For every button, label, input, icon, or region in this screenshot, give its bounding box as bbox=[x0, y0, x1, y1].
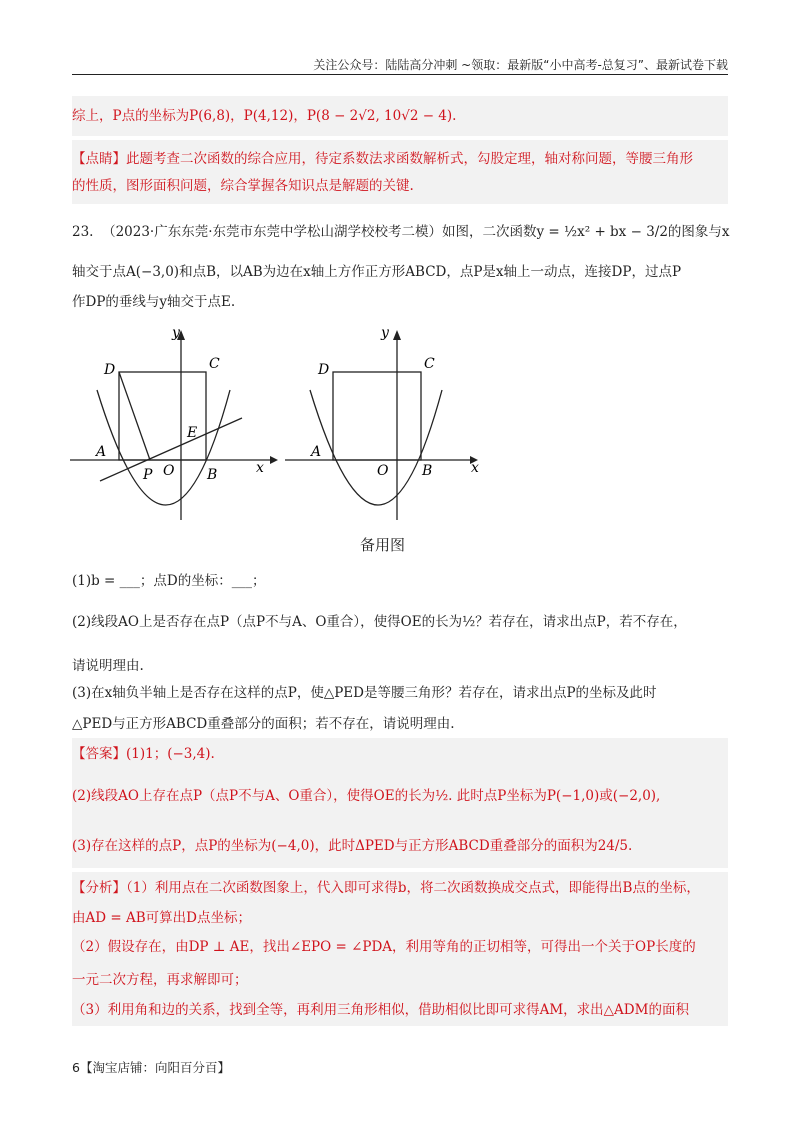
label-b: B bbox=[207, 467, 218, 483]
answer-3: (3)存在这样的点P，点P的坐标为(−4,0)，此时ΔPED与正方形ABCD重叠部分的面积为24/5. bbox=[72, 838, 633, 854]
analysis-1: （1）利用点在二次函数图象上，代入即可求得b，将二次函数换成交点式，即能得出B点的坐标， bbox=[126, 880, 700, 896]
problem-text-1: （2023·广东东莞·东莞市东莞中学松山湖学校校考二模）如图，二次函数y = ½x² + bx − 3/2的图象与x bbox=[102, 224, 730, 240]
prev-summary: 综上，P点的坐标为P(6,8)，P(4,12)，P(8 − 2√2, 10√2 − 4). bbox=[72, 108, 457, 124]
label-d: D bbox=[104, 362, 116, 378]
prev-comment-line2: 的性质，图形面积问题，综合掌握各知识点是解题的关键. bbox=[72, 178, 414, 194]
label-x-spare: x bbox=[471, 460, 479, 476]
label-a-spare: A bbox=[311, 444, 322, 460]
question-3a: (3)在x轴负半轴上是否存在这样的点P，使△PED是等腰三角形？若存在，请求出点P的坐标及此时 bbox=[72, 685, 657, 701]
label-o: O bbox=[163, 463, 175, 479]
question-1: (1)b = ___；点D的坐标：___； bbox=[72, 573, 266, 589]
page-header: 关注公众号：陆陆高分冲刺 ~领取：最新版“小中高考-总复习”、最新试卷下载 bbox=[313, 58, 728, 72]
label-y: y bbox=[172, 325, 180, 341]
label-o-spare: O bbox=[377, 463, 389, 479]
question-2b: 请说明理由. bbox=[72, 658, 144, 674]
page-number: 6 bbox=[72, 1060, 80, 1075]
problem-line3: 作DP的垂线与y轴交于点E. bbox=[72, 294, 236, 310]
label-x: x bbox=[256, 460, 264, 476]
analysis-4: 一元二次方程，再求解即可； bbox=[72, 972, 248, 988]
label-c: C bbox=[209, 356, 220, 372]
label-y-spare: y bbox=[381, 325, 389, 341]
comment-text-1: 此题考查二次函数的综合应用，待定系数法求函数解析式，勾股定理，轴对称问题，等腰三角形 bbox=[126, 151, 693, 167]
header-rule bbox=[72, 74, 728, 75]
label-a: A bbox=[96, 444, 107, 460]
answer-tag: 【答案】 bbox=[72, 746, 126, 762]
analysis-tag: 【分析】 bbox=[72, 880, 126, 896]
analysis-5: （3）利用角和边的关系，找到全等，再利用三角形相似，借助相似比即可求得AM，求出△ADM的面积 bbox=[72, 1002, 689, 1018]
comment-tag: 【点睛】 bbox=[72, 151, 126, 167]
square-abcd-spare bbox=[333, 372, 421, 460]
figure-main bbox=[70, 320, 280, 525]
figure-caption: 备用图 bbox=[360, 536, 406, 554]
shop-name: 【淘宝店铺：向阳百分百】 bbox=[79, 1060, 230, 1075]
prev-comment-line1 bbox=[72, 149, 728, 169]
label-b-spare: B bbox=[422, 463, 433, 479]
label-p: P bbox=[143, 467, 153, 483]
problem-line2: 轴交于点A(−3,0)和点B，以AB为边在x轴上方作正方形ABCD，点P是x轴上一动点，连接DP，过点P bbox=[72, 264, 682, 280]
question-3b: △PED与正方形ABCD重叠部分的面积；若不存在，请说明理由. bbox=[72, 716, 455, 732]
label-c-spare: C bbox=[424, 356, 435, 372]
problem-number: 23. bbox=[72, 224, 94, 240]
problem-line1 bbox=[72, 222, 728, 242]
x-arrow bbox=[270, 456, 278, 464]
page-footer bbox=[72, 1058, 230, 1076]
analysis-line1 bbox=[72, 878, 728, 898]
answer-2: (2)线段AO上存在点P（点P不与A、O重合），使得OE的长为½. 此时点P坐标为P(−1,0)或(−2,0), bbox=[72, 788, 661, 804]
parabola-spare bbox=[310, 390, 442, 505]
question-2a: (2)线段AO上是否存在点P（点P不与A、O重合），使得OE的长为½？若存在，请求出点P，若不存在， bbox=[72, 614, 687, 630]
figure-spare bbox=[285, 320, 495, 525]
label-e: E bbox=[187, 425, 198, 441]
segment-dp bbox=[119, 372, 150, 460]
parabola bbox=[97, 390, 230, 505]
analysis-3: （2）假设存在，由DP ⊥ AE，找出∠EPO = ∠PDA，利用等角的正切相等，可得出一个关于OP长度的 bbox=[72, 939, 696, 955]
analysis-2: 由AD = AB可算出D点坐标； bbox=[72, 910, 251, 926]
square-abcd bbox=[119, 372, 206, 460]
answer-1: (1)1；(−3,4). bbox=[126, 746, 215, 762]
y-arrow-spare bbox=[393, 330, 401, 340]
label-d-spare: D bbox=[318, 362, 330, 378]
answer-line1 bbox=[72, 744, 728, 764]
